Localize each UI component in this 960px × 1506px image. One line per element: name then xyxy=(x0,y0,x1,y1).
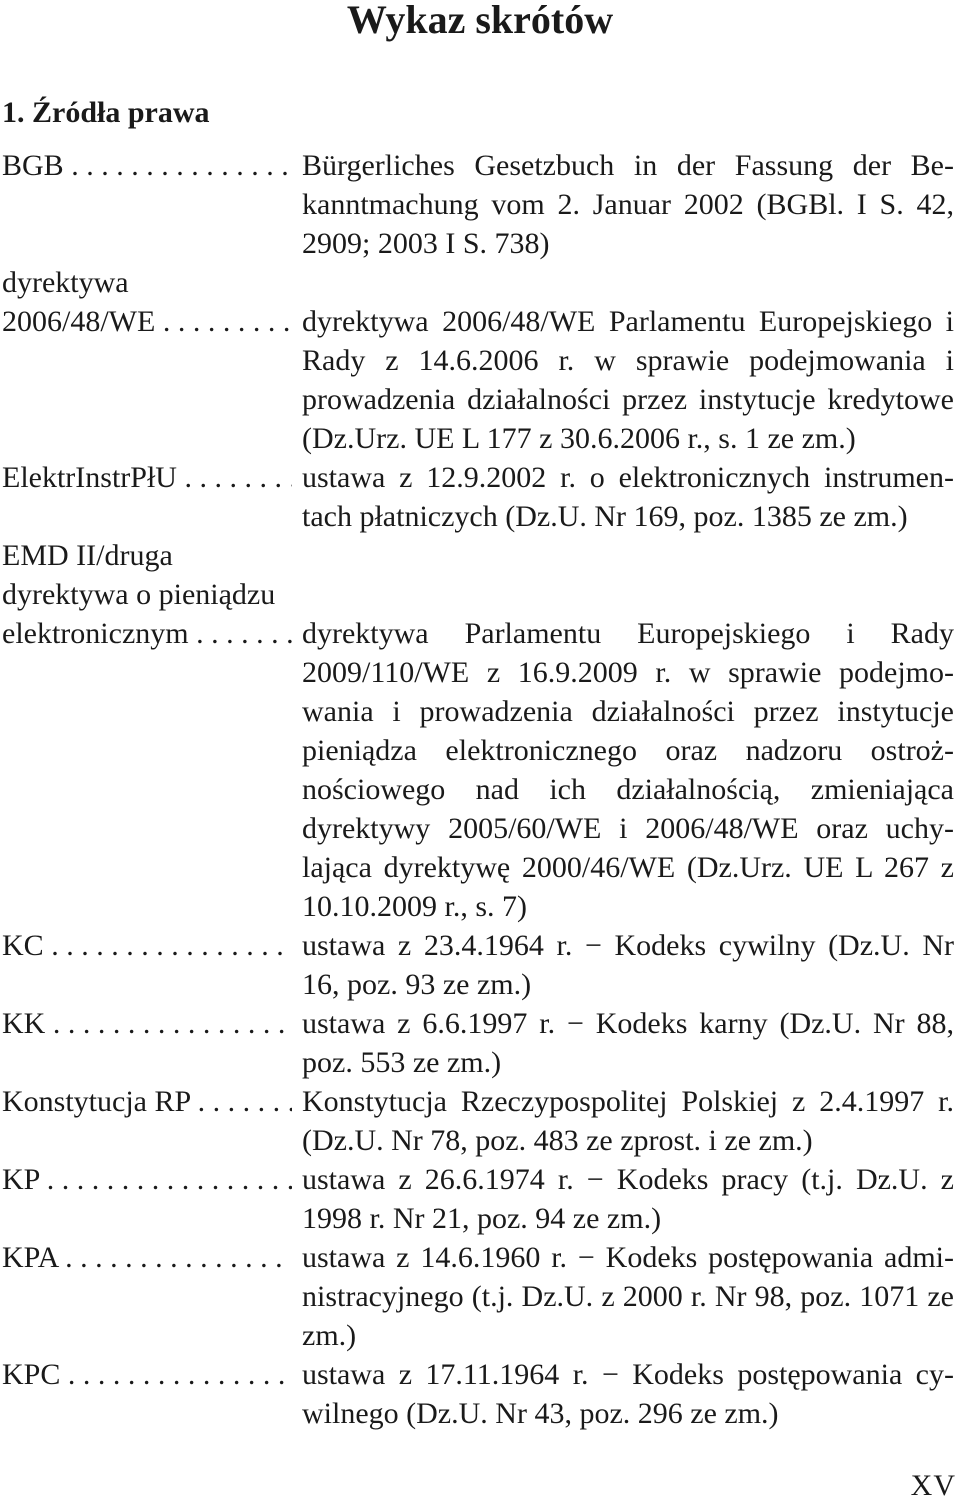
leader-dots xyxy=(190,1085,292,1118)
abbreviation-term-line: dyrektywa xyxy=(2,266,129,299)
abbreviation-entry xyxy=(0,1238,960,1355)
abbreviation-term-text: KP xyxy=(2,1163,40,1196)
abbreviation-term-text: KPA xyxy=(2,1241,58,1274)
abbreviation-entry xyxy=(0,926,960,1004)
abbreviation-definition: ustawa z 17.11.1964 r. − Kodeks postępowania cywilnego (Dz.U. Nr 43, poz. 296 ze zm.) xyxy=(302,1358,954,1430)
leader-dots xyxy=(44,929,292,962)
abbreviation-list xyxy=(0,146,960,1433)
abbreviation-definition: ustawa z 12.9.2002 r. o elektronicznych instrumentach płatniczych (Dz.U. Nr 169, poz. 1385 ze zm.) xyxy=(302,461,954,533)
abbreviation-definition: ustawa z 23.4.1964 r. − Kodeks cywilny (Dz.U. Nr 16, poz. 93 ze zm.) xyxy=(302,929,954,1001)
abbreviation-term-text: Konstytucja RP xyxy=(2,1085,191,1118)
leader-dots xyxy=(45,1007,292,1040)
abbreviation-entry xyxy=(0,146,960,263)
abbreviation-term xyxy=(2,614,292,653)
abbreviation-term xyxy=(2,1082,292,1121)
abbreviation-definition: dyrektywa 2006/48/WE Parlamentu Europejskiego i Rady z 14.6.2006 r. w sprawie podejmowania i prowadzenia działalności przez instytucje kredytowe (Dz.Urz. UE L 177 z 30.6.2006 r., s. 1 ze zm.) xyxy=(302,305,954,455)
abbreviation-term xyxy=(2,1238,292,1277)
abbreviation-term-text: ElektrInstrPłU xyxy=(2,461,177,494)
abbreviation-term xyxy=(2,458,292,497)
leader-dots xyxy=(155,305,292,338)
abbreviation-definition: dyrektywa Parlamentu Europejskiego i Rady 2009/110/WE z 16.9.2009 r. w sprawie podejmowania i prowadzenia działalności przez instytucje pieniądza elektronicznego oraz nadzoru ostrożnościowego nad ich działalnością, zmieniająca dyrektywy 2005/60/WE i 2006/48/WE oraz uchylająca dyrektywę 2000/46/WE (Dz.Urz. UE L 267 z 10.10.2009 r., s. 7) xyxy=(302,617,954,923)
leader-dots xyxy=(39,1163,292,1196)
abbreviation-term xyxy=(2,926,292,965)
abbreviation-term-text: elektronicznym xyxy=(2,617,189,650)
abbreviation-term-line: dyrektywa o pieniądzu xyxy=(2,578,276,611)
leader-dots xyxy=(177,461,292,494)
abbreviation-definition: Konstytucja Rzeczypospolitej Polskiej z 2.4.1997 r. (Dz.U. Nr 78, poz. 483 ze zprost. i ze zm.) xyxy=(302,1085,954,1157)
abbreviation-term-text: 2006/48/WE xyxy=(2,305,156,338)
page-title: Wykaz skrótów xyxy=(346,0,614,42)
abbreviation-term-text: KPC xyxy=(2,1358,61,1391)
section-heading: 1. Źródła prawa xyxy=(2,96,210,129)
abbreviation-term xyxy=(2,1355,292,1394)
abbreviation-entry xyxy=(0,1160,960,1238)
abbreviation-entry xyxy=(0,458,960,536)
abbreviation-definition: ustawa z 6.6.1997 r. − Kodeks karny (Dz.U. Nr 88, poz. 553 ze zm.) xyxy=(302,1007,954,1079)
leader-dots xyxy=(60,1358,292,1391)
leader-dots xyxy=(64,149,292,182)
abbreviation-term xyxy=(2,146,292,185)
abbreviation-definition: Bürgerliches Gesetzbuch in der Fassung der Bekanntmachung vom 2. Januar 2002 (BGBl. I S. 42, 2909; 2003 I S. 738) xyxy=(302,149,954,260)
abbreviation-entry xyxy=(0,263,960,458)
abbreviation-term xyxy=(2,1004,292,1043)
abbreviation-entry xyxy=(0,1004,960,1082)
abbreviation-definition: ustawa z 26.6.1974 r. − Kodeks pracy (t.j. Dz.U. z 1998 r. Nr 21, poz. 94 ze zm.) xyxy=(302,1163,954,1235)
leader-dots xyxy=(189,617,292,650)
abbreviation-entry xyxy=(0,1082,960,1160)
abbreviation-term xyxy=(2,1160,292,1199)
abbreviation-term xyxy=(2,302,292,341)
abbreviation-term-line: EMD II/druga xyxy=(2,539,173,572)
abbreviation-definition: ustawa z 14.6.1960 r. − Kodeks postępowania administracyjnego (t.j. Dz.U. z 2000 r. Nr 98, poz. 1071 ze zm.) xyxy=(302,1241,954,1352)
abbreviation-term-text: BGB xyxy=(2,149,64,182)
page-number: XV xyxy=(910,1469,956,1502)
leader-dots xyxy=(58,1241,292,1274)
abbreviation-term-text: KK xyxy=(2,1007,46,1040)
abbreviation-entry xyxy=(0,536,960,926)
abbreviation-entry xyxy=(0,1355,960,1433)
abbreviation-term-text: KC xyxy=(2,929,44,962)
